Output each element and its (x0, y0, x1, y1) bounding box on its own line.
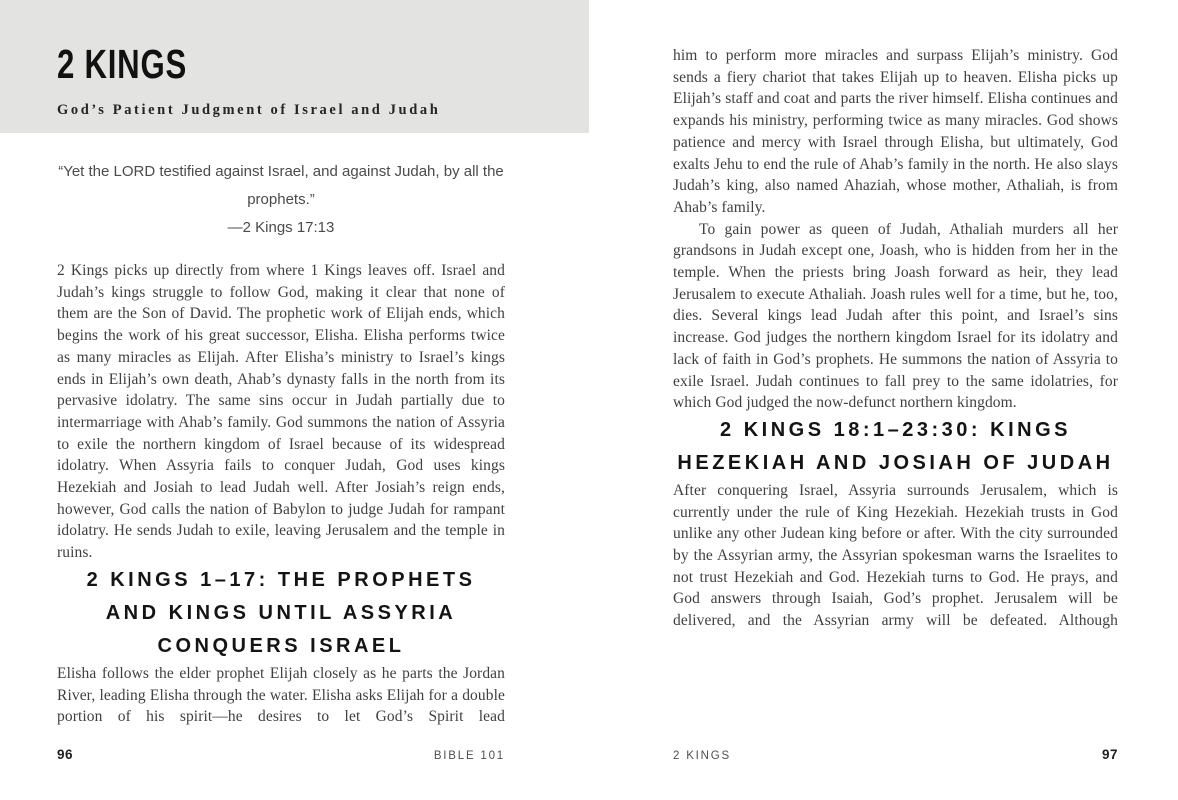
right-page-footer (673, 747, 1118, 762)
right-text-column (673, 0, 1118, 632)
left-text-column (57, 158, 505, 728)
epigraph (57, 158, 505, 242)
section-paragraph-left: Elisha follows the elder prophet Elijah closely as he parts the Jordan River, leading Elisha through the water. Elisha asks Elijah for a double portion of his spirit—he desires to let God’s Spirit lead (57, 664, 505, 726)
epigraph-attribution: —2 Kings 17:13 (227, 219, 335, 236)
left-page-number: 96 (57, 747, 74, 762)
left-running-head: BIBLE 101 (433, 750, 505, 762)
right-running-head: 2 KINGS (673, 750, 731, 762)
right-page-number: 97 (1101, 747, 1118, 762)
section-heading-left: 2 KINGS 1–17: THE PROPHETS AND KINGS UNTIL ASSYRIA CONQUERS ISRAEL (86, 568, 476, 657)
left-page-footer (57, 747, 505, 762)
right-page (589, 0, 1178, 800)
chapter-subtitle: God’s Patient Judgment of Israel and Judah (57, 102, 441, 118)
chapter-title: 2 KINGS (57, 41, 187, 87)
chapter-header-block (0, 0, 589, 133)
section-paragraph-right: After conquering Israel, Assyria surrounds Jerusalem, which is currently under the rule of King Hezekiah. Hezekiah trusts in God unlike any other Judean king before or after. With the city surrounded by the Assyrian army, the Assyrian spokesman warns the Israelites to not trust Hezekiah and God. Hezekiah turns to God. He prays, and God answers through Isaiah, God’s prophet. Jerusalem will be delivered, and the Assyrian army will be defeated. Although (673, 481, 1118, 630)
intro-paragraph: 2 Kings picks up directly from where 1 Kings leaves off. Israel and Judah’s kings struggle to follow God, making it clear that none of them are the Son of David. The prophetic work of Elijah ends, which begins the work of his great successor, Elisha. Elisha performs twice as many miracles as Elijah. After Elisha’s ministry to Israel’s kings ends in Elijah’s own death, Ahab’s dynasty falls in the north from its pervasive idolatry. The same sins occur in Judah partially due to intermarriage with Ahab’s family. God summons the nation of Assyria to exile the northern kingdom of Israel because of its widespread idolatry. When Assyria fails to conquer Judah, God uses kings Hezekiah and Josiah to lead Judah well. After Josiah’s reign ends, however, God calls the nation of Babylon to judge Judah for rampant idolatry. He sends Judah to exile, leaving Jerusalem and the temple in ruins. (57, 262, 505, 562)
epigraph-quote: “Yet the LORD testified against Israel, and against Judah, by all the prophets.” (58, 163, 504, 208)
section-heading-right: 2 KINGS 18:1–23:30: KINGS HEZEKIAH AND JOSIAH OF JUDAH (677, 418, 1114, 474)
continuation-paragraph: him to perform more miracles and surpass Elijah’s ministry. God sends a fiery chariot that takes Elijah up to heaven. Elisha picks up Elijah’s staff and coat and parts the river himself. Elisha continues and expands his ministry, performing twice as many miracles. God shows patience and mercy with Israel through Elisha, but ultimately, God exalts Jehu to end the rule of Ahab’s family in the north. He also slays Judah’s king, also named Ahaziah, whose mother, Athaliah, is from Ahab’s family. (673, 47, 1118, 216)
second-paragraph: To gain power as queen of Judah, Athaliah murders all her grandsons in Judah except one, Joash, who is hidden from her in the temple. When the priests bring Joash forward as heir, they lead Jerusalem to execute Athaliah. Joash rules well for a time, but he, too, dies. Several kings lead Judah after this point, and Israel’s sins increase. God judges the northern kingdom Israel for its idolatry and lack of faith in God’s prophets. He summons the nation of Assyria to exile Israel. Judah continues to fall prey to the same idolatries, for which God judged the now-defunct northern kingdom. (673, 220, 1118, 412)
